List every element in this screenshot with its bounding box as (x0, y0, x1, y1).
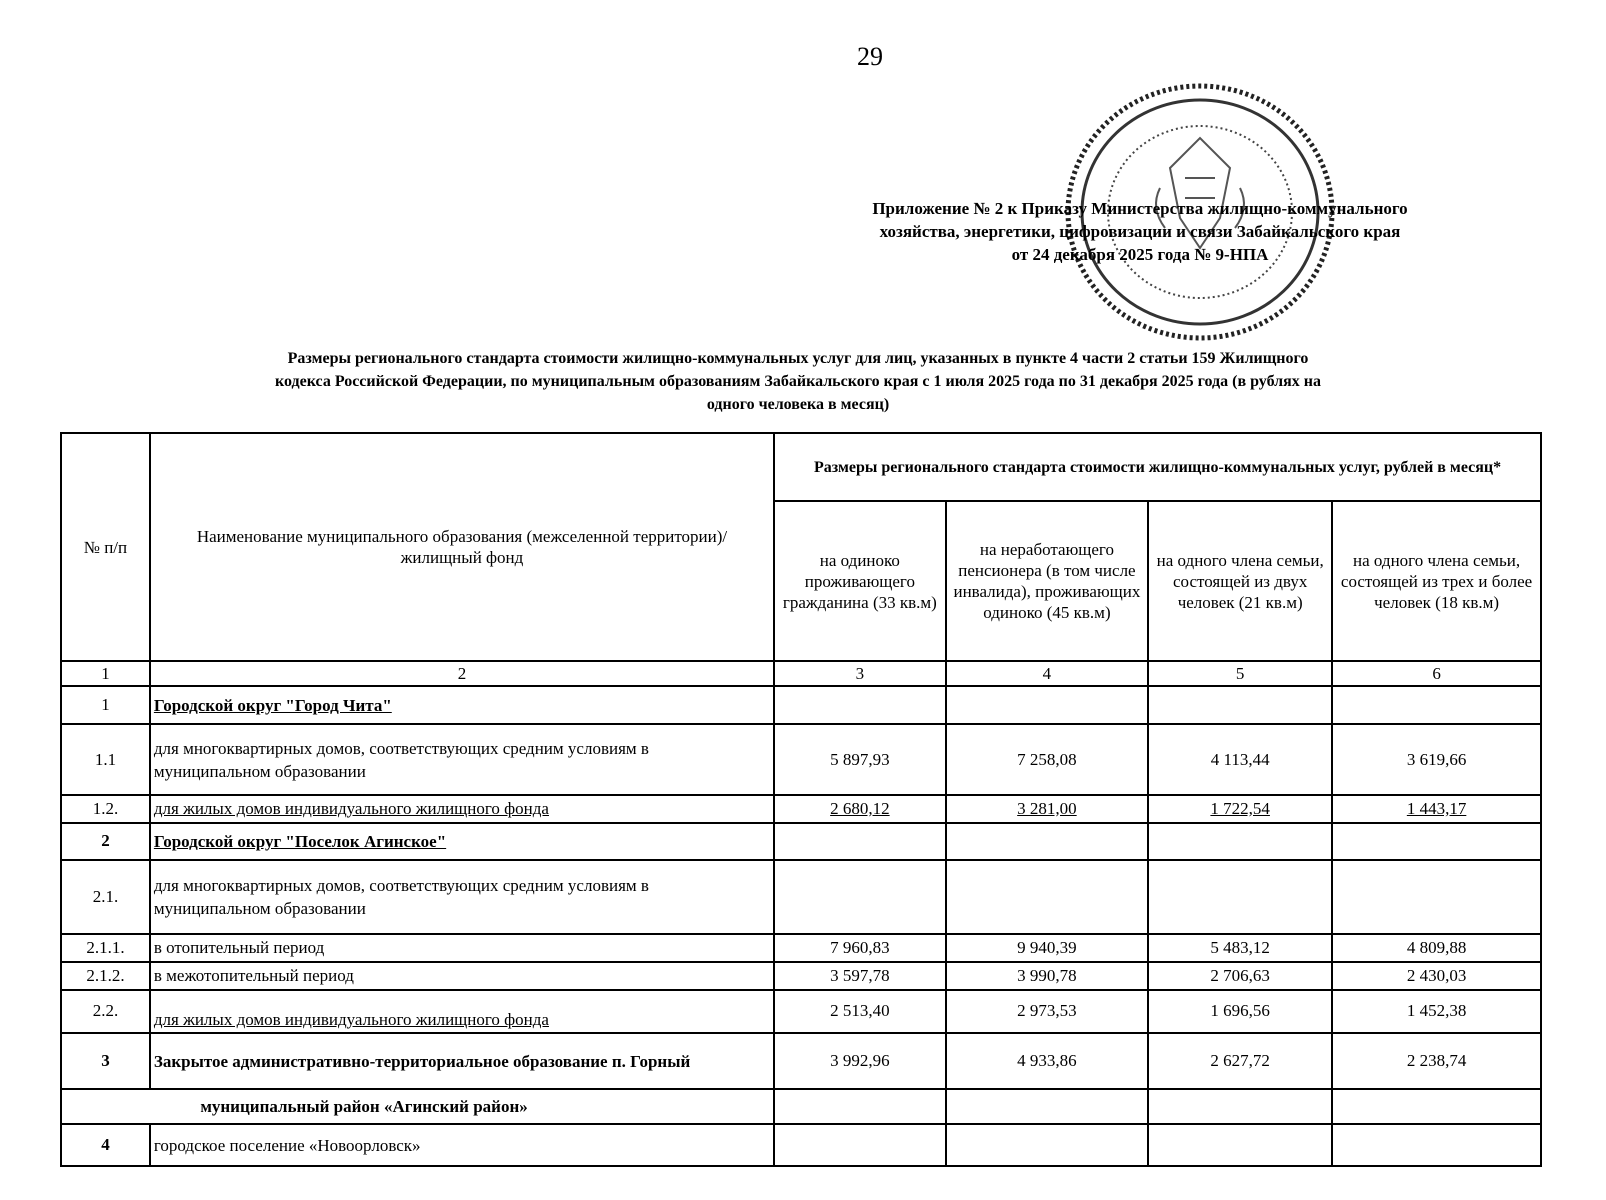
row-value: 4 809,88 (1332, 934, 1541, 962)
header-pensioner: на неработающего пенсионера (в том числе инвалида), проживающих одиноко (45 кв.м) (946, 501, 1149, 661)
row-value: 5 483,12 (1148, 934, 1332, 962)
header-number: № п/п (61, 433, 150, 661)
column-number: 1 (61, 661, 150, 686)
row-number: 2.1.1. (61, 934, 150, 962)
row-number: 1.1 (61, 724, 150, 795)
row-name: Закрытое административно-территориальное образование п. Горный (150, 1033, 774, 1089)
document-title (58, 347, 1538, 416)
row-value: 2 973,53 (946, 990, 1149, 1034)
row-number: 2 (61, 823, 150, 860)
row-value: 1 722,54 (1148, 795, 1332, 823)
row-name: городское поселение «Новоорловск» (150, 1124, 774, 1166)
tariff-table (60, 432, 1542, 1167)
row-value: 4 113,44 (1148, 724, 1332, 795)
page-number: 29 (857, 42, 883, 71)
row-value: 5 897,93 (774, 724, 946, 795)
row-value (946, 1089, 1149, 1124)
row-value (946, 823, 1149, 860)
row-value: 3 597,78 (774, 962, 946, 990)
row-name: для жилых домов индивидуального жилищного фонда (150, 990, 774, 1034)
table-row (61, 962, 1541, 990)
row-name: в межотопительный период (150, 962, 774, 990)
header-family-of-three: на одного члена семьи, состоящей из трех и более человек (18 кв.м) (1332, 501, 1541, 661)
row-value (1332, 860, 1541, 934)
row-value: 2 430,03 (1332, 962, 1541, 990)
row-value: 1 696,56 (1148, 990, 1332, 1034)
row-number: 2.2. (61, 990, 150, 1034)
row-value: 3 992,96 (774, 1033, 946, 1089)
table-row (61, 990, 1541, 1034)
row-name: Городской округ "Город Чита" (150, 686, 774, 724)
row-number: 2.1.2. (61, 962, 150, 990)
row-value: 7 258,08 (946, 724, 1149, 795)
row-value (774, 823, 946, 860)
appendix-reference (780, 197, 1500, 266)
header-single-citizen: на одиноко проживающего гражданина (33 кв.м) (774, 501, 946, 661)
table-row (61, 686, 1541, 724)
row-number: 1 (61, 686, 150, 724)
column-number: 6 (1332, 661, 1541, 686)
table-row (61, 1033, 1541, 1089)
row-name: для жилых домов индивидуального жилищного фонда (150, 795, 774, 823)
row-number: 1.2. (61, 795, 150, 823)
row-value: 2 706,63 (1148, 962, 1332, 990)
row-value: 2 680,12 (774, 795, 946, 823)
table-row (61, 860, 1541, 934)
appendix-line: хозяйства, энергетики, цифровизации и связи Забайкальского края (879, 222, 1401, 241)
row-value (1148, 686, 1332, 724)
row-value: 3 619,66 (1332, 724, 1541, 795)
row-value (946, 1124, 1149, 1166)
row-number: 3 (61, 1033, 150, 1089)
row-value: 3 990,78 (946, 962, 1149, 990)
row-value: 1 452,38 (1332, 990, 1541, 1034)
title-line: Размеры регионального стандарта стоимости жилищно-коммунальных услуг для лиц, указанных в пункте 4 части 2 статьи 159 Жилищного (287, 350, 1309, 367)
row-value: 9 940,39 (946, 934, 1149, 962)
column-number: 3 (774, 661, 946, 686)
row-value (774, 686, 946, 724)
column-number: 5 (1148, 661, 1332, 686)
row-name: Городской округ "Поселок Агинское" (150, 823, 774, 860)
row-value (1148, 823, 1332, 860)
table-row (61, 724, 1541, 795)
row-value: 7 960,83 (774, 934, 946, 962)
row-value (1148, 1089, 1332, 1124)
row-value (774, 860, 946, 934)
column-number: 2 (150, 661, 774, 686)
row-value: 2 627,72 (1148, 1033, 1332, 1089)
row-value (1148, 1124, 1332, 1166)
title-line: одного человека в месяц) (706, 396, 890, 413)
row-value: 3 281,00 (946, 795, 1149, 823)
row-value (1332, 1124, 1541, 1166)
row-number: 4 (61, 1124, 150, 1166)
row-value: 4 933,86 (946, 1033, 1149, 1089)
row-value: 1 443,17 (1332, 795, 1541, 823)
row-name: для многоквартирных домов, соответствующих средним условиям в муниципальном образовании (150, 724, 774, 795)
table-row (61, 934, 1541, 962)
appendix-line: Приложение № 2 к Приказу Министерства жилищно-коммунального (872, 199, 1408, 218)
table-row (61, 1089, 1541, 1124)
appendix-line: от 24 декабря 2025 года № 9-НПА (1011, 245, 1269, 264)
row-value: 2 238,74 (1332, 1033, 1541, 1089)
row-value (1332, 1089, 1541, 1124)
row-value (774, 1089, 946, 1124)
row-number: 2.1. (61, 860, 150, 934)
row-value (946, 860, 1149, 934)
row-name: для многоквартирных домов, соответствующих средним условиям в муниципальном образовании (150, 860, 774, 934)
row-value (774, 1124, 946, 1166)
header-standard-group: Размеры регионального стандарта стоимости жилищно-коммунальных услуг, рублей в месяц* (774, 433, 1541, 501)
row-value (946, 686, 1149, 724)
table-row (61, 823, 1541, 860)
table-row (61, 1124, 1541, 1166)
header-family-of-two: на одного члена семьи, состоящей из двух человек (21 кв.м) (1148, 501, 1332, 661)
district-name: муниципальный район «Агинский район» (61, 1089, 774, 1124)
row-name: в отопительный период (150, 934, 774, 962)
row-value (1148, 860, 1332, 934)
row-value (1332, 686, 1541, 724)
table-row (61, 795, 1541, 823)
column-number: 4 (946, 661, 1149, 686)
row-value (1332, 823, 1541, 860)
header-municipality: Наименование муниципального образования (межселенной территории)/ жилищный фонд (150, 433, 774, 661)
title-line: кодекса Российской Федерации, по муниципальным образованиям Забайкальского края с 1 июля 2025 года по 31 декабря 2025 года (в рублях на (274, 373, 1322, 390)
row-value: 2 513,40 (774, 990, 946, 1034)
